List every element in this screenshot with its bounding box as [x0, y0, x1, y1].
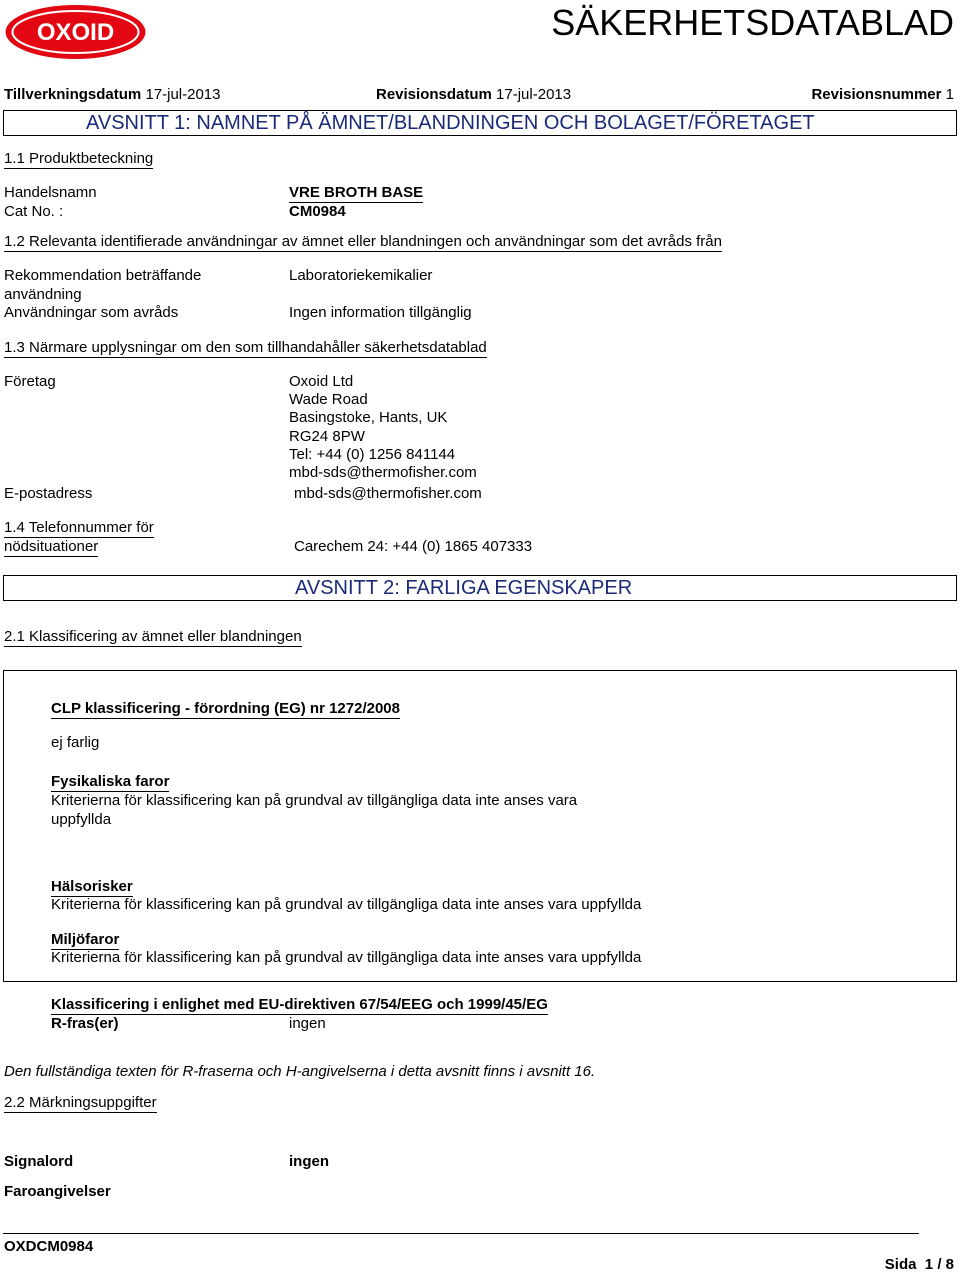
trade-name-label: Handelsnamn: [4, 184, 97, 201]
clp-value: ej farlig: [51, 734, 100, 751]
cat-no-value: CM0984: [289, 203, 346, 220]
trade-name-value: VRE BROTH BASE: [289, 184, 424, 201]
revision-number: Revisionsnummer 1: [811, 86, 954, 103]
section2-title: AVSNITT 2: FARLIGA EGENSKAPER: [295, 577, 633, 599]
section1-header: [3, 110, 957, 136]
physical-hazards-heading: Fysikaliska faror: [51, 773, 170, 790]
emergency-phone: Carechem 24: +44 (0) 1865 407333: [294, 538, 533, 555]
recommended-use-label-1: Rekommendation beträffande: [4, 267, 202, 284]
r-phrases-value: ingen: [289, 1015, 326, 1032]
s11-heading: 1.1 Produktbeteckning: [4, 150, 154, 167]
env-hazards-heading: Miljöfaror: [51, 931, 120, 948]
r-phrases-label: R-fras(er): [51, 1015, 119, 1032]
uses-advised-against-value: Ingen information tillgänglig: [289, 304, 472, 321]
document-title: SÄKERHETSDATABLAD: [551, 2, 954, 43]
health-hazards-text: Kriterierna för klassificering kan på grundval av tillgängliga data inte anses vara uppfyllda: [51, 896, 642, 913]
signal-word-label: Signalord: [4, 1153, 74, 1170]
section2-header: [3, 575, 957, 601]
s14-heading-2: nödsituationer: [4, 538, 99, 555]
clp-heading: CLP klassificering - förordning (EG) nr 1272/2008: [51, 700, 400, 717]
eu-classification-heading: Klassificering i enlighet med EU-direktiven 67/54/EEG och 1999/45/EG: [51, 996, 548, 1013]
env-hazards-text: Kriterierna för klassificering kan på grundval av tillgängliga data inte anses vara uppfyllda: [51, 949, 642, 966]
s14-heading-1: 1.4 Telefonnummer för: [4, 519, 154, 536]
manufacture-date: Tillverkningsdatum 17-jul-2013: [4, 86, 221, 103]
section1-title: AVSNITT 1: NAMNET PÅ ÄMNET/BLANDNINGEN OCH BOLAGET/FÖRETAGET: [86, 112, 815, 134]
oxoid-logo: [4, 4, 147, 60]
company-line: Tel: +44 (0) 1256 841144: [289, 446, 456, 463]
company-line: Oxoid Ltd: [289, 373, 354, 390]
company-line: Wade Road: [289, 391, 368, 408]
revision-date: Revisionsdatum 17-jul-2013: [376, 86, 572, 103]
signal-word-value: ingen: [289, 1153, 329, 1170]
hazard-statements-label: Faroangivelser: [4, 1183, 111, 1200]
cat-no-label: Cat No. :: [4, 203, 64, 220]
s22-heading: 2.2 Märkningsuppgifter: [4, 1094, 157, 1111]
full-text-note: Den fullständiga texten för R-fraserna och H-angivelserna i detta avsnitt finns i avsnitt 16.: [4, 1063, 596, 1080]
recommended-use-label-2: användning: [4, 286, 82, 303]
physical-hazards-text-1: Kriterierna för klassificering kan på grundval av tillgängliga data inte anses vara: [51, 792, 578, 809]
footer-divider: [3, 1233, 919, 1234]
logo-text: OXOID: [36, 19, 115, 46]
footer-doc-code: OXDCM0984: [4, 1238, 94, 1255]
company-line: RG24 8PW: [289, 428, 365, 445]
health-hazards-heading: Hälsorisker: [51, 878, 133, 895]
recommended-use-value: Laboratoriekemikalier: [289, 267, 433, 284]
company-line: mbd-sds@thermofisher.com: [289, 464, 477, 481]
s21-heading: 2.1 Klassificering av ämnet eller blandningen: [4, 628, 302, 645]
company-line: Basingstoke, Hants, UK: [289, 409, 448, 426]
email-value[interactable]: mbd-sds@thermofisher.com: [294, 485, 482, 502]
s13-heading: 1.3 Närmare upplysningar om den som tillhandahåller säkerhetsdatablad: [4, 339, 487, 356]
s12-heading: 1.2 Relevanta identifierade användningar av ämnet eller blandningen och användningar som det avråds från: [4, 233, 722, 250]
company-label: Företag: [4, 373, 56, 390]
physical-hazards-text-2: uppfyllda: [51, 811, 112, 828]
uses-advised-against-label: Användningar som avråds: [4, 304, 179, 321]
email-label: E-postadress: [4, 485, 93, 502]
footer-page-number: Sida 1 / 8: [884, 1256, 954, 1273]
